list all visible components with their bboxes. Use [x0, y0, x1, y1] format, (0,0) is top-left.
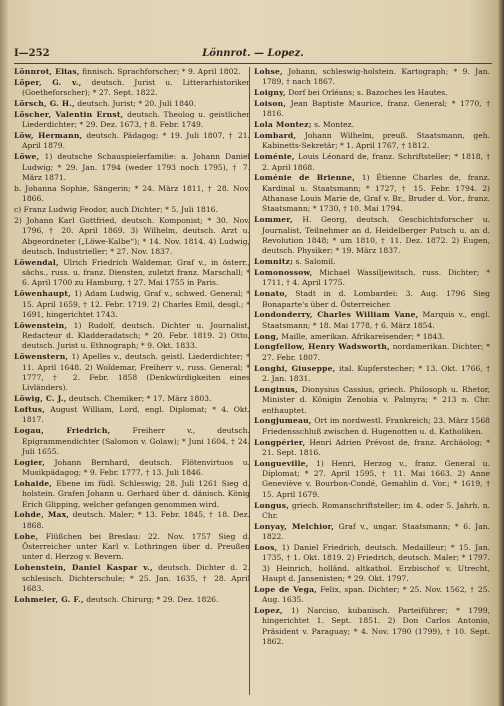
- entry-headword: Lönnrot, Elias,: [14, 67, 80, 76]
- entry-text: s. Montez.: [311, 120, 355, 130]
- header-rule: [14, 63, 492, 64]
- entry-headword: Löw, Hermann,: [14, 131, 83, 141]
- entry-headword: Lomonossow,: [254, 268, 313, 278]
- entry-text: Ebene im füdl. Schleswig; 28. Juli 1261 Sieg d. holstein. Grafen Johann u. Gerhard über d. dänisch. König Erich Glipping, welcher gefangen genommen wird.: [22, 478, 250, 509]
- dictionary-entry: [14, 289, 250, 320]
- entry-headword: Löwe,: [14, 152, 40, 162]
- entry-headword: Lohaide,: [14, 478, 53, 488]
- entry-headword: Lohenstein, Daniel Kaspar v.,: [14, 563, 153, 573]
- dictionary-entry: [14, 532, 250, 563]
- dictionary-entry: [254, 606, 490, 647]
- dictionary-entry: [14, 131, 250, 152]
- dictionary-entry: [14, 595, 250, 605]
- entry-text: Dionysius Cassius, griech. Philosoph u. Rhetor, Minister d. Königin Zenobia v. Palmyra; * 213 n. Chr. enthauptet.: [262, 384, 490, 415]
- dictionary-entry: [14, 426, 250, 457]
- entry-headword: Lonyay, Melchior,: [254, 521, 335, 531]
- entry-headword: Lommer,: [254, 215, 293, 225]
- entry-text: 1) Henri, Herzog v., franz. General u. Diplomat; * 27. April 1595, † 11. Mai 1663. 2) Anne Geneviève v. Bourbon-Condé, Gemahlin d. Vor.; * 1619, † 15. April 1679.: [262, 458, 490, 499]
- entry-headword: Longhi, Giuseppe,: [254, 363, 336, 373]
- entry-text: griech. Romanschriftsteller; im 4. oder 5. Jahrh. n. Chr.: [262, 500, 490, 520]
- entry-headword: Lopez,: [254, 606, 283, 616]
- page-number: I—252: [14, 48, 50, 59]
- entry-headword: Long,: [254, 331, 279, 341]
- entry-headword: Löwig, C. J.,: [14, 394, 67, 404]
- entry-headword: Logier,: [14, 457, 45, 467]
- dictionary-entry: [254, 310, 490, 331]
- dictionary-entry: [14, 479, 250, 510]
- dictionary-entry: [254, 289, 490, 310]
- entry-headword: Longueville,: [254, 458, 309, 468]
- entry-headword: Loison,: [254, 99, 287, 109]
- entry-headword: Lonato,: [254, 289, 288, 299]
- entry-headword: Löwenstern,: [14, 352, 69, 362]
- dictionary-entry: [254, 342, 490, 363]
- dictionary-entry: [254, 416, 490, 437]
- dictionary-entry: [14, 352, 250, 393]
- dictionary-entry: [14, 110, 250, 131]
- entry-text: 1) Étienne Charles de, franz. Kardinal u. Staatsmann; * 1727, † 15. Febr. 1794. 2) Athanase Louis Marie de, Graf v. Br., Bruder d. Vor., franz. Staatsmann; * 1730, † 10. Mai 1794.: [262, 173, 490, 214]
- entry-headword: Lörsch, G. H.,: [14, 99, 75, 109]
- entry-text: Ulrich Friedrich Waldemar, Graf v., in österr., sächs., russ. u. franz. Diensten, zuletzt franz. Marschall; * 6. April 1700 zu Hamburg, † 27. Mai 1755 in Paris.: [22, 257, 250, 288]
- dictionary-entry: [14, 321, 250, 352]
- entry-text: Marquis v., engl. Staatsmann; * 18. Mai 1778, † 6. März 1854.: [262, 310, 490, 330]
- dictionary-entry: [254, 585, 490, 606]
- entry-headword: Loos,: [254, 542, 278, 552]
- entry-text: Louis Léonard de, franz. Schriftsteller; * 1818, † 2. April 1868.: [262, 152, 490, 172]
- entry-text: August William, Lord, engl. Diplomat; * 4. Okt. 1817.: [22, 405, 250, 425]
- entry-headword: Longus,: [254, 500, 290, 510]
- entry-headword: Lomnitz;: [254, 257, 294, 267]
- entry-text: Ort im nordwestl. Frankreich; 23. März 1568 Friedensschluß zwischen d. Hugenotten u. d. Katholiken.: [262, 416, 490, 436]
- running-title: Lönnrot. — Lopez.: [202, 48, 304, 59]
- dictionary-entry: [14, 184, 250, 205]
- entry-headword: Löper, G. v.,: [14, 77, 82, 87]
- entry-headword: Lohse,: [254, 67, 283, 76]
- dictionary-entry: [254, 152, 490, 173]
- right-column: [254, 67, 490, 699]
- entry-text: 1) Daniel Friedrich, deutsch. Medailleur; * 15. Jan. 1735, † 1. Okt. 1819. 2) Friedrich, deutsch. Maler; * 1797. 3) Heinrich, holländ. altkathol. Erzbischof v. Utrecht, Haupt d. Jansenisten; * 29. Okt. 1797.: [262, 542, 490, 583]
- entry-text: Johann Wilhelm, preuß. Staatsmann, geh. Kabinetts-Sekretär; * 1. April 1767, † 1812.: [262, 131, 490, 151]
- entry-text: b. Johanna Sophie, Sängerin; * 24. März 1811, † 28. Nov. 1866.: [14, 183, 250, 204]
- entry-headword: Lola Montez;: [254, 120, 312, 130]
- dictionary-entry: [254, 215, 490, 256]
- entry-text: Johann Bernhard, deutsch. Flötenvirtuos u. Musikpädagog; * 9. Febr. 1777, † 13. Juli 1846.: [22, 457, 250, 478]
- entry-text: Dorf bei Orléans; s. Bazoches les Hautes.: [285, 88, 448, 98]
- dictionary-entry: [14, 99, 250, 109]
- dictionary-entry: [254, 131, 490, 152]
- entry-headword: Loftus,: [14, 405, 46, 414]
- page-edge-shadow: [498, 0, 504, 706]
- entry-text: 1) Rudolf, deutsch. Dichter u. Journalist, Redacteur d. Kladderadatsch; * 20. Febr. 1819. 2) Otto, deutsch. Jurist u. Ethnograph; * 9. Okt. 1833.: [22, 320, 250, 351]
- entry-headword: Loménie de Brienne,: [254, 173, 356, 183]
- dictionary-entry: [254, 543, 490, 584]
- dictionary-entry: [254, 257, 490, 267]
- dictionary-entry: [14, 563, 250, 594]
- left-column: [14, 67, 250, 699]
- entry-headword: Löwenhaupt,: [14, 289, 71, 299]
- dictionary-entry: [254, 120, 490, 130]
- entry-text: s. Salomil.: [293, 257, 336, 267]
- dictionary-entry: [14, 510, 250, 531]
- entry-headword: Lombard,: [254, 131, 297, 141]
- dictionary-entry: [14, 67, 250, 77]
- dictionary-entry: [254, 88, 490, 98]
- dictionary-entry: [14, 258, 250, 289]
- dictionary-entry: [254, 501, 490, 522]
- entry-text: Graf v., ungar. Staatsmann; * 6. Jan. 1822.: [262, 521, 490, 542]
- entry-headword: Longinus,: [254, 384, 298, 394]
- entry-text: Johann, schleswig-holstein. Kartograph; * 9. Jan. 1789, † nach 1867.: [262, 67, 490, 87]
- entry-text: H. Georg, deutsch. Geschichtsforscher u. Journalist, Teilnehmer an d. Heidelberger Putsch u. an d. Revolution 1848; * um 1810, † 11. Dez. 1872. 2) Eugen, deutsch. Physiker; * 19. März 1837.: [262, 215, 490, 256]
- entry-text: deutsch. Jurist; * 20. Juli 1840.: [74, 99, 197, 109]
- entry-text: Henri Adrien Prévost de, franz. Archäolog; * 21. Sept. 1816.: [262, 437, 490, 457]
- entry-headword: Lohmeier, G. F.,: [14, 594, 84, 604]
- entry-text: 1) Narciso, kubanisch. Parteiführer; * 1799, hingerichtet 1. Sept. 1851. 2) Don Carlos Antonio, Präsident v. Paraguay; * 4. Nov. 1790 (1799), † 10. Sept. 1862.: [262, 606, 490, 647]
- entry-headword: Loigny,: [254, 88, 286, 98]
- dictionary-entry: [254, 332, 490, 342]
- entry-text: Michael Wassiljewitsch, russ. Dichter; * 1711, † 4. April 1775.: [262, 268, 490, 288]
- entry-text: deutsch. Dichter d. 2. schlesisch. Dichterschule; * 25. Jan. 1635, † 28. April 1683.: [22, 563, 250, 593]
- dictionary-entry: [14, 152, 250, 183]
- dictionary-entry: [254, 268, 490, 289]
- entry-text: deutsch. Jurist u. Litterarhistoriker (Goetheforscher); * 27. Sept. 1822.: [22, 77, 250, 98]
- entry-text: Flüßchen bei Breslau: 22. Nov. 1757 Sieg d. Österreicher unter Karl v. Lothringen über d. Preußen unter d. Herzog v. Bevern.: [22, 531, 250, 562]
- entry-headword: Löscher, Valentin Ernst,: [14, 109, 124, 119]
- entry-text: 1) Apelles v., deutsch. geistl. Liederdichter; * 11. April 1648. 2) Woldemar, Freiherr v., russ. General; * 1777, † 2. Febr. 1858 (Denkwürdigkeiten eines Livländers).: [22, 352, 250, 393]
- dictionary-entry: [254, 459, 490, 500]
- entry-headword: Longfellow, Henry Wadsworth,: [254, 342, 390, 352]
- entry-headword: Löwenstein,: [14, 320, 68, 330]
- dictionary-entry: [14, 394, 250, 404]
- entry-text: Stadt in d. Lombardei: 3. Aug. 1796 Sieg Bonaparte's über d. Österreicher.: [262, 289, 490, 309]
- dictionary-entry: [254, 99, 490, 120]
- entry-text: c) Franz Ludwig Feodor, auch Dichter; * 5. Juli 1816.: [14, 204, 218, 214]
- entry-text: 2) Johann Karl Gottfried, deutsch. Komponist; * 30. Nov. 1796, † 20. April 1869. 3) Wilhelm, deutsch. Arzt u. Abgeordneter („Löwe-Kalbe“); * 14. Nov. 1814. 4) Ludwig, deutsch. Industrieller; * 27. Nov. 1837.: [14, 215, 250, 256]
- entry-text: 1) Adam Ludwig, Graf v., schwed. General; * 15. April 1659, † 12. Febr. 1719. 2) Charles Emil, desgl.; * 1691, hingerichtet 1743.: [22, 289, 250, 319]
- dictionary-entry: [254, 522, 490, 543]
- entry-text: deutsch. Theolog u. geistlicher Liederdichter; * 29. Dez. 1673, † 8. Febr. 1749.: [22, 109, 250, 130]
- dictionary-entry: [254, 364, 490, 385]
- entry-headword: Logau, Friedrich,: [14, 426, 111, 436]
- dictionary-entry: [14, 458, 250, 479]
- entry-text: nordamerikan. Dichter; * 27. Febr. 1807.: [262, 342, 490, 362]
- entry-headword: Longpérier,: [254, 437, 306, 447]
- entry-headword: Londonderry, Charles William Vane,: [254, 310, 419, 320]
- dictionary-entry: [14, 205, 250, 215]
- entry-text: ital. Kupferstecher; * 13. Okt. 1766, † 2. Jan. 1831.: [262, 363, 490, 383]
- entry-text: Freiherr v., deutsch. Epigrammendichter (Salomon v. Golaw); * Juni 1604, † 24. Juli 1655.: [22, 426, 250, 456]
- page-gutter-shadow: [0, 0, 8, 706]
- page-header: [14, 48, 492, 62]
- entry-text: deutsch. Chirurg; * 29. Dez. 1826.: [83, 594, 219, 604]
- entry-text: finnisch. Sprachforscher; * 9. April 1802.: [79, 67, 241, 76]
- dictionary-entry: [14, 216, 250, 257]
- entry-text: Maille, amerikan. Afrikareisender; * 1843.: [278, 331, 445, 341]
- column-divider: [249, 67, 250, 695]
- dictionary-entry: [254, 438, 490, 459]
- entry-headword: Lope de Vega,: [254, 584, 318, 594]
- dictionary-entry: [14, 405, 250, 426]
- dictionary-entry: [254, 385, 490, 416]
- entry-headword: Lohde, Max,: [14, 510, 70, 520]
- entry-text: Felix, span. Dichter; * 25. Nov. 1562, † 25. Aug. 1635.: [262, 584, 490, 605]
- entry-text: 1) deutsche Schauspielerfamilie: a. Johann Daniel Ludwig; * 29. Jan. 1794 (weder 1793 noch 1795), † 7. März 1871.: [22, 152, 250, 182]
- entry-headword: Löwendal,: [14, 257, 59, 267]
- entry-text: Jean Baptiste Maurice, franz. General; * 1770, † 1816.: [262, 99, 490, 119]
- entry-headword: Lohe,: [14, 531, 39, 541]
- entry-text: deutsch. Chemiker; * 17. März 1803.: [66, 394, 212, 404]
- entry-text: deutsch. Maler; * 13. Febr. 1845, † 18. Dez. 1868.: [22, 510, 250, 530]
- entry-headword: Loménie,: [254, 152, 295, 162]
- dictionary-entry: [14, 78, 250, 99]
- dictionary-entry: [254, 173, 490, 214]
- entry-text: deutsch. Pädagog; * 19. Juli 1807, † 21. April 1879.: [22, 131, 250, 151]
- entry-headword: Longjumeau,: [254, 416, 312, 426]
- dictionary-entry: [254, 67, 490, 88]
